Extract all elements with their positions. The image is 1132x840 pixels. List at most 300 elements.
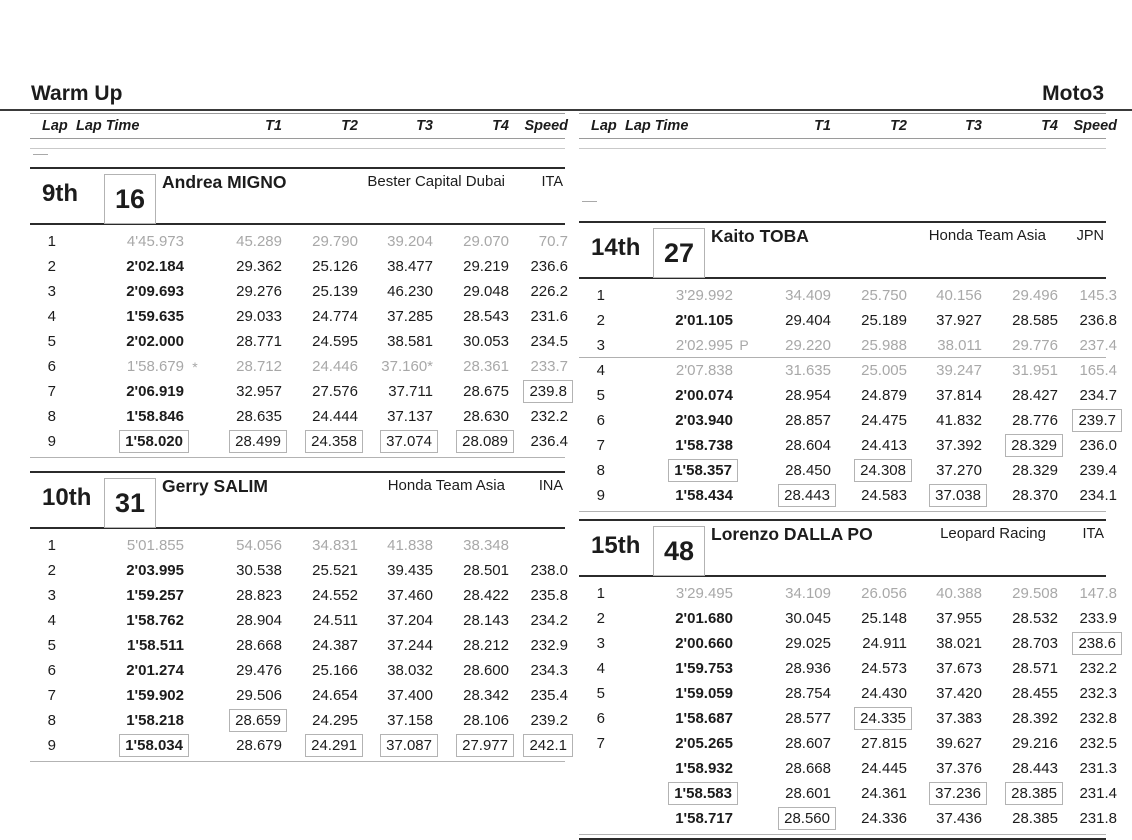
sector-t4-cell: 28.532 bbox=[1012, 610, 1058, 627]
sector-t3-cell bbox=[907, 782, 982, 805]
lap-number-cell: 9 bbox=[47, 737, 56, 754]
lap-number-cell: 5 bbox=[47, 333, 56, 350]
sector-t4-cell: 28.455 bbox=[1012, 685, 1058, 702]
lap-time-cell: 1'58.687 bbox=[675, 710, 733, 727]
rider-nation: ITA bbox=[541, 174, 563, 190]
rider-position: 9th bbox=[42, 180, 78, 207]
sector-t3-cell: 41.838 bbox=[387, 537, 433, 554]
lap-row bbox=[30, 354, 568, 379]
speed-cell: 239.2 bbox=[530, 712, 568, 729]
lap-row bbox=[579, 681, 1117, 706]
sector-t3-cell: 38.477 bbox=[387, 258, 433, 275]
rider-number-box bbox=[653, 228, 705, 278]
header-t4: T4 bbox=[492, 118, 509, 134]
sector-t3-cell: 37.420 bbox=[936, 685, 982, 702]
lap-row bbox=[579, 656, 1117, 681]
rider-name: Lorenzo DALLA PO bbox=[711, 524, 873, 544]
header-t1: T1 bbox=[814, 118, 831, 134]
sector-t4-cell: 28.342 bbox=[463, 687, 509, 704]
lap-number-cell: 3 bbox=[47, 283, 56, 300]
sector-t3-cell: 37.436 bbox=[936, 810, 982, 827]
lap-number-cell: 7 bbox=[47, 383, 56, 400]
rider-team: Honda Team Asia bbox=[928, 227, 1046, 244]
sector-t3-cell: 37.383 bbox=[936, 710, 982, 727]
sector-t3-cell: 37.244 bbox=[387, 637, 433, 654]
sector-t4-cell: 29.508 bbox=[1012, 585, 1058, 602]
speed-cell: 232.3 bbox=[1079, 685, 1117, 702]
sector-t3-cell: 37.270 bbox=[936, 462, 982, 479]
lap-row bbox=[579, 408, 1116, 433]
sector-t2-cell: 24.336 bbox=[861, 810, 907, 827]
sector-t1-cell: 28.668 bbox=[785, 760, 831, 777]
sector-t3-cell: 40.156 bbox=[936, 287, 982, 304]
rider-team: Leopard Racing bbox=[940, 525, 1046, 542]
sector-t2-cell: 34.831 bbox=[312, 537, 358, 554]
header-speed: Speed bbox=[1073, 118, 1117, 134]
lap-time-cell: 2'05.265 bbox=[675, 735, 733, 752]
value-box: 1'58.020 bbox=[119, 430, 189, 453]
lap-number-cell: 5 bbox=[596, 685, 605, 702]
lap-time-cell: 1'59.902 bbox=[126, 687, 184, 704]
lap-time-cell: 1'59.257 bbox=[126, 587, 184, 604]
lap-time-cell: 2'00.074 bbox=[675, 387, 733, 404]
lap-time-cell bbox=[64, 734, 184, 757]
lap-row bbox=[30, 683, 568, 708]
lap-time-cell: 2'02.184 bbox=[126, 258, 184, 275]
header-t4: T4 bbox=[1041, 118, 1058, 134]
speed-cell: 165.4 bbox=[1079, 362, 1117, 379]
lap-number-cell: 1 bbox=[47, 537, 56, 554]
speed-cell: 232.5 bbox=[1079, 735, 1117, 752]
sector-t4-cell bbox=[433, 734, 509, 757]
sector-t3-cell bbox=[358, 734, 433, 757]
left-column bbox=[30, 111, 568, 840]
lap-row bbox=[30, 658, 568, 683]
lap-time-cell: 2'09.693 bbox=[126, 283, 184, 300]
rider-header bbox=[30, 473, 565, 529]
speed-cell: 236.4 bbox=[530, 433, 568, 450]
value-box: 28.659 bbox=[229, 709, 287, 732]
sector-t3-cell bbox=[358, 430, 433, 453]
sector-t2-cell: 24.430 bbox=[861, 685, 907, 702]
lap-time-cell: 1'58.738 bbox=[675, 437, 733, 454]
lap-table bbox=[30, 225, 568, 458]
lap-number-cell: 6 bbox=[47, 662, 56, 679]
header-t3: T3 bbox=[965, 118, 982, 134]
sector-t4-cell: 28.776 bbox=[1012, 412, 1058, 429]
lap-time-cell: 1'59.059 bbox=[675, 685, 733, 702]
sector-t3-cell: 39.627 bbox=[936, 735, 982, 752]
sector-t3-cell: 38.581 bbox=[387, 333, 433, 350]
sector-t3-cell: 39.247 bbox=[936, 362, 982, 379]
lap-table bbox=[579, 279, 1117, 512]
lap-row bbox=[579, 806, 1117, 831]
rider-number: 31 bbox=[114, 487, 146, 518]
sector-t2-cell: 25.148 bbox=[861, 610, 907, 627]
sector-t3-cell: 37.204 bbox=[387, 612, 433, 629]
speed-cell: 232.2 bbox=[1079, 660, 1117, 677]
sector-t2-cell: 27.815 bbox=[861, 735, 907, 752]
sector-t4-cell: 28.675 bbox=[463, 383, 509, 400]
lap-number-cell: 4 bbox=[596, 660, 605, 677]
lap-number-cell: 7 bbox=[596, 735, 605, 752]
lap-row bbox=[579, 606, 1117, 631]
sector-t3-cell: 38.032 bbox=[387, 662, 433, 679]
rider-position: 15th bbox=[591, 532, 641, 559]
header-lap-time: Lap Time bbox=[76, 118, 140, 134]
title-bar bbox=[0, 82, 1132, 111]
rider-block-27 bbox=[579, 221, 1117, 512]
lap-time-cell: 2'06.919 bbox=[126, 383, 184, 400]
header-lap: Lap bbox=[591, 118, 617, 134]
sector-t3-cell: 37.927 bbox=[936, 312, 982, 329]
page-title: Warm Up bbox=[31, 82, 123, 105]
rider-number: 27 bbox=[663, 237, 695, 268]
sector-t2-cell: 24.446 bbox=[312, 358, 358, 375]
header-t1: T1 bbox=[265, 118, 282, 134]
sector-t2-cell: 26.056 bbox=[861, 585, 907, 602]
sector-t1-cell bbox=[755, 807, 831, 830]
lap-number-cell: 4 bbox=[47, 308, 56, 325]
speed-cell: 236.6 bbox=[530, 258, 568, 275]
speed-cell bbox=[509, 734, 570, 757]
sector-t4-cell bbox=[433, 430, 509, 453]
value-box: 1'58.357 bbox=[668, 459, 738, 482]
value-box: 24.291 bbox=[305, 734, 363, 757]
header-subrule bbox=[579, 148, 1106, 149]
sector-t4-cell: 29.070 bbox=[463, 233, 509, 250]
lap-time-cell bbox=[613, 782, 733, 805]
rider-name: Gerry SALIM bbox=[162, 476, 268, 496]
sector-t3-cell: 37.814 bbox=[936, 387, 982, 404]
speed-cell: 236.0 bbox=[1079, 437, 1117, 454]
sector-t1-cell: 29.276 bbox=[236, 283, 282, 300]
speed-cell: 232.8 bbox=[1079, 710, 1117, 727]
lap-number-cell: 3 bbox=[596, 635, 605, 652]
value-box: 28.385 bbox=[1005, 782, 1063, 805]
lap-row bbox=[30, 633, 568, 658]
dash-mark bbox=[582, 201, 597, 202]
rider-number: 16 bbox=[114, 183, 146, 214]
lap-number-cell: 9 bbox=[596, 487, 605, 504]
value-box: 28.329 bbox=[1005, 434, 1063, 457]
sector-t1-cell: 31.635 bbox=[785, 362, 831, 379]
value-box: 28.089 bbox=[456, 430, 514, 453]
lap-number-cell: 6 bbox=[47, 358, 56, 375]
value-box: 37.236 bbox=[929, 782, 987, 805]
speed-cell bbox=[1058, 632, 1119, 655]
lap-row bbox=[579, 483, 1117, 508]
lap-time-cell bbox=[613, 459, 733, 482]
lap-row bbox=[579, 781, 1117, 806]
sector-t1-cell: 28.668 bbox=[236, 637, 282, 654]
sector-t4-cell: 28.370 bbox=[1012, 487, 1058, 504]
rider-number-box bbox=[104, 478, 156, 528]
lap-time-cell: 2'07.838 bbox=[675, 362, 733, 379]
speed-cell: 234.2 bbox=[530, 612, 568, 629]
sector-t1-cell bbox=[206, 430, 282, 453]
value-box: 239.7 bbox=[1072, 409, 1122, 432]
table-header-row bbox=[579, 114, 1117, 138]
sector-t1-cell: 28.601 bbox=[785, 785, 831, 802]
sector-t2-cell: 29.790 bbox=[312, 233, 358, 250]
sector-t2-cell: 24.573 bbox=[861, 660, 907, 677]
sector-t4-cell: 29.048 bbox=[463, 283, 509, 300]
lap-time-cell: 1'59.635 bbox=[126, 308, 184, 325]
lap-number-cell: 2 bbox=[596, 312, 605, 329]
rider-team: Honda Team Asia bbox=[387, 477, 505, 494]
sector-t3-cell: 38.021 bbox=[936, 635, 982, 652]
lap-row bbox=[579, 631, 1116, 656]
sector-t2-cell: 24.413 bbox=[861, 437, 907, 454]
lap-row bbox=[579, 433, 1117, 458]
value-box: 37.038 bbox=[929, 484, 987, 507]
lap-number-cell: 9 bbox=[47, 433, 56, 450]
lap-row bbox=[30, 254, 568, 279]
sector-t4-cell: 28.212 bbox=[463, 637, 509, 654]
lap-number-cell: 7 bbox=[47, 687, 56, 704]
sector-t1-cell: 34.109 bbox=[785, 585, 831, 602]
sector-t1-cell: 29.362 bbox=[236, 258, 282, 275]
lap-number-cell: 3 bbox=[47, 587, 56, 604]
header-speed: Speed bbox=[524, 118, 568, 134]
lap-row bbox=[30, 229, 568, 254]
speed-cell: 226.2 bbox=[530, 283, 568, 300]
value-box: 28.443 bbox=[778, 484, 836, 507]
sector-t1-cell: 29.506 bbox=[236, 687, 282, 704]
sector-t2-cell: 27.576 bbox=[312, 383, 358, 400]
sector-t4-cell: 28.392 bbox=[1012, 710, 1058, 727]
speed-cell: 235.4 bbox=[530, 687, 568, 704]
sector-t2-cell: 25.166 bbox=[312, 662, 358, 679]
rider-block-16 bbox=[30, 167, 568, 458]
sector-t2-cell bbox=[831, 707, 907, 730]
sector-t4-cell: 28.543 bbox=[463, 308, 509, 325]
rider-number: 48 bbox=[663, 535, 695, 566]
lap-number-cell: 6 bbox=[596, 412, 605, 429]
sector-t2-cell: 24.595 bbox=[312, 333, 358, 350]
speed-cell: 233.9 bbox=[1079, 610, 1117, 627]
sector-t1-cell: 28.679 bbox=[236, 737, 282, 754]
sector-t4-cell: 28.361 bbox=[463, 358, 509, 375]
lap-time-cell: 3'29.992 bbox=[675, 287, 733, 304]
lap-number-cell: 7 bbox=[596, 437, 605, 454]
sector-t4-cell: 31.951 bbox=[1012, 362, 1058, 379]
sector-t1-cell: 29.476 bbox=[236, 662, 282, 679]
lap-row bbox=[30, 708, 568, 733]
lap-row bbox=[579, 383, 1117, 408]
rider-nation: ITA bbox=[1082, 526, 1104, 542]
sector-t1-cell: 28.754 bbox=[785, 685, 831, 702]
sector-t4-cell: 28.143 bbox=[463, 612, 509, 629]
lap-number-cell: 5 bbox=[47, 637, 56, 654]
rider-number-box bbox=[104, 174, 156, 224]
sector-t4-cell: 28.703 bbox=[1012, 635, 1058, 652]
lap-time-cell: 2'02.995 bbox=[675, 336, 733, 354]
speed-cell: 231.4 bbox=[1079, 785, 1117, 802]
value-box: 37.074 bbox=[380, 430, 438, 453]
lap-row bbox=[30, 404, 568, 429]
sector-t4-cell: 29.216 bbox=[1012, 735, 1058, 752]
sector-t3-cell: 37.673 bbox=[936, 660, 982, 677]
lap-number-cell: 5 bbox=[596, 387, 605, 404]
sector-t3-cell: 40.388 bbox=[936, 585, 982, 602]
sector-t2-cell: 24.295 bbox=[312, 712, 358, 729]
sector-t2-cell: 24.774 bbox=[312, 308, 358, 325]
sector-t1-cell bbox=[206, 709, 282, 732]
lap-row bbox=[30, 608, 568, 633]
sector-t4-cell bbox=[982, 782, 1058, 805]
sector-t4-cell: 28.585 bbox=[1012, 312, 1058, 329]
lap-row bbox=[30, 304, 568, 329]
sector-t4-cell: 28.443 bbox=[1012, 760, 1058, 777]
sector-t1-cell: 28.450 bbox=[785, 462, 831, 479]
lap-row bbox=[579, 731, 1117, 756]
sector-t4-cell: 28.600 bbox=[463, 662, 509, 679]
column-header-left bbox=[30, 113, 568, 139]
right-column bbox=[579, 111, 1117, 840]
sector-t4-cell: 29.776 bbox=[1012, 336, 1058, 354]
sector-t2-cell: 25.139 bbox=[312, 283, 358, 300]
sector-t3-cell: 37.400 bbox=[387, 687, 433, 704]
sector-t3-cell: 41.832 bbox=[936, 412, 982, 429]
lap-time-cell: 1'58.846 bbox=[126, 408, 184, 425]
speed-cell: 70.7 bbox=[538, 233, 568, 250]
lap-row bbox=[579, 308, 1117, 333]
sector-t2-cell bbox=[831, 459, 907, 482]
sector-t1-cell: 34.409 bbox=[785, 287, 831, 304]
lap-row bbox=[30, 733, 565, 758]
sector-t1-cell: 28.823 bbox=[236, 587, 282, 604]
lap-time-cell: 1'59.753 bbox=[675, 660, 733, 677]
speed-cell: 232.9 bbox=[530, 637, 568, 654]
lap-suffix-cell: P bbox=[739, 337, 749, 353]
value-box: 28.499 bbox=[229, 430, 287, 453]
sector-t1-cell: 28.771 bbox=[236, 333, 282, 350]
sector-t2-cell: 24.879 bbox=[861, 387, 907, 404]
rider-header bbox=[579, 521, 1106, 577]
speed-cell: 239.4 bbox=[1079, 462, 1117, 479]
lap-table bbox=[579, 577, 1117, 835]
lap-row bbox=[579, 358, 1117, 383]
speed-cell: 235.8 bbox=[530, 587, 568, 604]
sector-t1-cell: 28.635 bbox=[236, 408, 282, 425]
value-box: 24.335 bbox=[854, 707, 912, 730]
sector-t1-cell: 45.289 bbox=[236, 233, 282, 250]
lap-number-cell: 2 bbox=[596, 610, 605, 627]
rider-nation: JPN bbox=[1076, 228, 1104, 244]
header-subrule bbox=[30, 148, 565, 149]
value-box: 1'58.034 bbox=[119, 734, 189, 757]
category-label: Moto3 bbox=[1042, 82, 1104, 105]
table-header-row bbox=[30, 114, 568, 138]
sector-t4-cell: 28.106 bbox=[463, 712, 509, 729]
dash-mark bbox=[33, 154, 48, 155]
lap-time-cell: 3'29.495 bbox=[675, 585, 733, 602]
lap-row bbox=[30, 429, 568, 454]
lap-number-cell: 8 bbox=[596, 462, 605, 479]
lap-row bbox=[30, 583, 568, 608]
speed-cell: 233.7 bbox=[530, 358, 568, 375]
sector-t1-cell: 30.045 bbox=[785, 610, 831, 627]
value-box: 37.087 bbox=[380, 734, 438, 757]
speed-cell: 231.6 bbox=[530, 308, 568, 325]
rider-number-box bbox=[653, 526, 705, 576]
sector-t4-cell bbox=[982, 434, 1058, 457]
sector-t1-cell: 28.936 bbox=[785, 660, 831, 677]
sector-t1-cell bbox=[755, 484, 831, 507]
sector-t2-cell: 24.511 bbox=[313, 612, 358, 629]
lap-time-cell: 2'01.680 bbox=[675, 610, 733, 627]
lap-number-cell: 8 bbox=[47, 712, 56, 729]
sector-t4-cell: 28.501 bbox=[463, 562, 509, 579]
value-box: 24.358 bbox=[305, 430, 363, 453]
rider-name: Kaito TOBA bbox=[711, 226, 809, 246]
sector-t2-cell: 25.988 bbox=[861, 336, 907, 354]
sector-t4-cell: 28.427 bbox=[1012, 387, 1058, 404]
lap-suffix-cell: * bbox=[192, 358, 198, 375]
lap-number-cell: 1 bbox=[596, 287, 605, 304]
sector-t2-cell: 24.583 bbox=[861, 487, 907, 504]
lap-number-cell: 2 bbox=[47, 562, 56, 579]
sector-t2-cell: 24.361 bbox=[861, 785, 907, 802]
rider-header bbox=[30, 169, 565, 225]
lap-row bbox=[579, 333, 1117, 358]
lap-time-cell: 1'58.762 bbox=[126, 612, 184, 629]
lap-row bbox=[579, 756, 1117, 781]
sector-t2-cell: 24.387 bbox=[312, 637, 358, 654]
sector-t3-cell: 37.137 bbox=[387, 408, 433, 425]
rider-position: 14th bbox=[591, 234, 641, 261]
speed-cell: 231.3 bbox=[1079, 760, 1117, 777]
sector-t1-cell: 28.604 bbox=[785, 437, 831, 454]
lap-time-cell: 1'58.511 bbox=[127, 637, 184, 654]
lap-number-cell: 3 bbox=[596, 336, 605, 354]
sector-t4-cell: 29.496 bbox=[1012, 287, 1058, 304]
sector-t2-cell bbox=[282, 734, 358, 757]
sector-t1-cell: 28.607 bbox=[785, 735, 831, 752]
lap-time-cell: 2'03.940 bbox=[675, 412, 733, 429]
rider-block-48 bbox=[579, 519, 1117, 835]
sector-t2-cell: 24.911 bbox=[862, 635, 907, 652]
lap-row bbox=[579, 458, 1117, 483]
sector-t2-cell: 24.654 bbox=[312, 687, 358, 704]
header-lap: Lap bbox=[42, 118, 68, 134]
sector-t2-cell: 24.552 bbox=[312, 587, 358, 604]
lap-time-cell: 1'58.717 bbox=[675, 810, 733, 827]
lap-number-cell: 1 bbox=[47, 233, 56, 250]
speed-cell: 145.3 bbox=[1079, 287, 1117, 304]
lap-table bbox=[30, 529, 568, 762]
lap-row bbox=[30, 379, 565, 404]
rider-name: Andrea MIGNO bbox=[162, 172, 287, 192]
sector-t4-cell: 28.329 bbox=[1012, 462, 1058, 479]
sector-t1-cell: 28.857 bbox=[785, 412, 831, 429]
sector-t2-cell: 24.475 bbox=[861, 412, 907, 429]
speed-cell: 238.0 bbox=[530, 562, 568, 579]
sector-t3-cell bbox=[907, 484, 982, 507]
sector-t2-cell: 24.444 bbox=[312, 408, 358, 425]
value-box: 27.977 bbox=[456, 734, 514, 757]
lap-number-cell: 8 bbox=[47, 408, 56, 425]
lap-time-cell: 2'01.274 bbox=[126, 662, 184, 679]
speed-cell: 231.8 bbox=[1079, 810, 1117, 827]
sector-t2-cell: 24.445 bbox=[861, 760, 907, 777]
sector-t1-cell: 28.577 bbox=[785, 710, 831, 727]
lap-time-cell: 1'58.434 bbox=[675, 487, 733, 504]
sector-t2-cell: 25.005 bbox=[861, 362, 907, 379]
value-box: 242.1 bbox=[523, 734, 573, 757]
